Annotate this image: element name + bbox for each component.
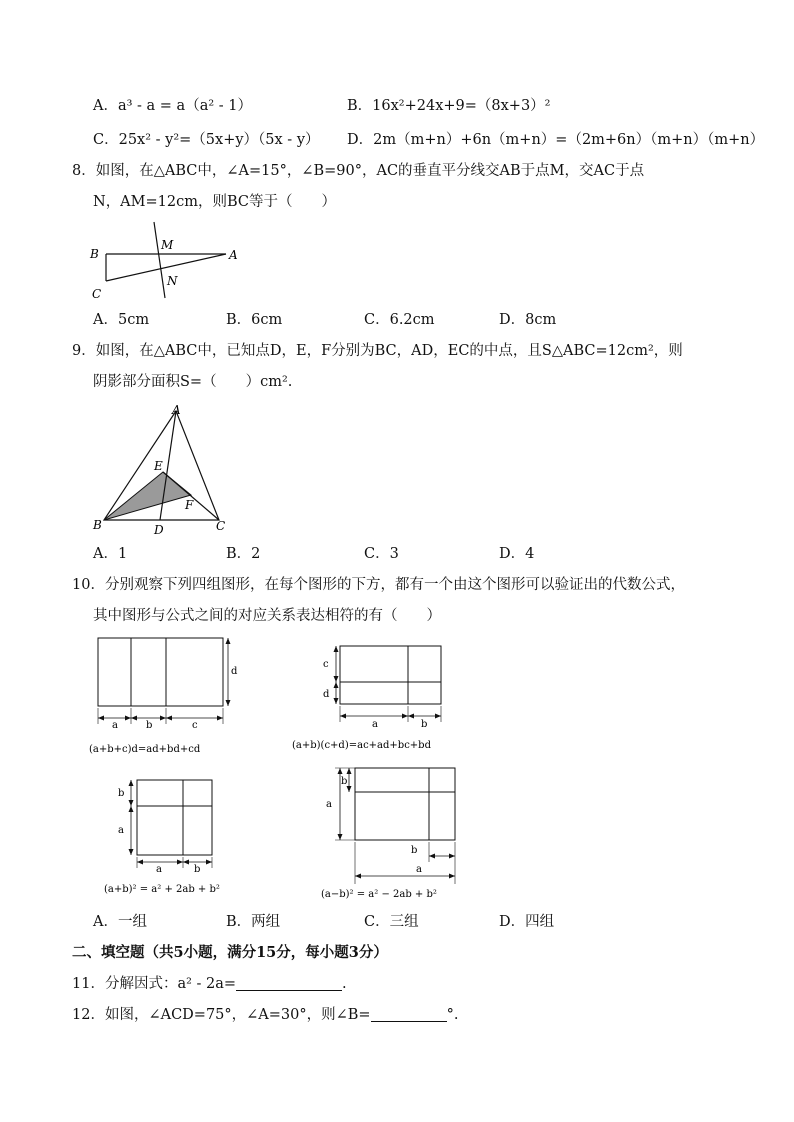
q10-figure-3	[100, 770, 250, 900]
q7-option-c: C．25x² - y²=（5x+y）（5x - y）	[93, 132, 320, 148]
q8-figure	[86, 218, 246, 308]
q10-fig2-label-c: c	[323, 659, 329, 670]
q7-option-a: A．a³ - a = a（a² - 1）	[93, 98, 253, 114]
q11-suffix: .	[342, 976, 347, 992]
q10-fig4-label-b-vert: b	[341, 776, 348, 787]
q8-option-d: D．8cm	[499, 312, 557, 328]
q10-fig3-label-a-horiz: a	[156, 864, 162, 875]
q10-fig1-label-d: d	[231, 666, 238, 677]
q10-fig1-formula: (a+b+c)d=ad+bd+cd	[89, 744, 201, 755]
q8-option-a: A．5cm	[93, 312, 150, 328]
q12	[72, 1005, 458, 1025]
q9-option-b: B．2	[226, 546, 261, 562]
q8-text-line1: 8．如图，在△ABC中，∠A=15°，∠B=90°，AC的垂直平分线交AB于点M，交AC于点	[72, 163, 645, 179]
q10-fig2-label-d: d	[323, 689, 330, 700]
q9-figure	[90, 400, 240, 540]
q10-fig2-label-a: a	[372, 719, 378, 730]
q8-label-a: A	[229, 248, 238, 262]
q9-text-line2: 阴影部分面积S=（ ）cm².	[93, 374, 293, 390]
q9-option-d: D．4	[499, 546, 535, 562]
q10-fig1-label-a: a	[112, 720, 118, 731]
q9-label-d: D	[154, 523, 164, 537]
q7-option-d: D．2m（m+n）+6n（m+n）=（2m+6n）（m+n）（m+n）	[347, 132, 765, 148]
q9-label-e: E	[154, 459, 163, 473]
section-2-heading: 二、填空题（共5小题，满分15分，每小题3分）	[72, 944, 388, 961]
q10-option-c: C．三组	[364, 914, 419, 930]
q10-option-d: D．四组	[499, 914, 555, 930]
q8-label-b: B	[90, 247, 99, 261]
q8-label-n: N	[167, 274, 178, 288]
q9-text-line1: 9．如图，在△ABC中，已知点D，E，F分别为BC，AD，EC的中点，且S△ABC=12cm²，则	[72, 343, 683, 359]
q8-text-line2: N，AM=12cm，则BC等于（ ）	[93, 194, 336, 210]
q10-fig3-label-b-horiz: b	[194, 864, 201, 875]
q10-fig2-formula: (a+b)(c+d)=ac+ad+bc+bd	[292, 740, 431, 751]
q8-option-b: B．6cm	[226, 312, 283, 328]
q9-option-c: C．3	[364, 546, 399, 562]
q10-fig4-label-b-horiz: b	[411, 845, 418, 856]
q10-fig4-label-a-horiz: a	[416, 864, 422, 875]
q8-option-c: C．6.2cm	[364, 312, 435, 328]
q8-label-c: C	[92, 287, 102, 301]
q10-figure-2	[290, 634, 470, 758]
q10-fig1-label-b: b	[146, 720, 153, 731]
q10-text-line2: 其中图形与公式之间的对应关系表达相符的有（ ）	[93, 608, 441, 624]
q12-answer-blank[interactable]	[371, 1005, 447, 1022]
q10-fig3-formula: (a+b)² = a² + 2ab + b²	[104, 884, 220, 895]
q10-figure-4	[318, 764, 468, 904]
q12-suffix: °.	[446, 1007, 459, 1023]
q10-text-line1: 10．分别观察下列四组图形，在每个图形的下方，都有一个由这个图形可以验证出的代数公式，	[72, 577, 685, 593]
q10-fig4-label-a-vert: a	[326, 799, 332, 810]
q9-label-f: F	[185, 498, 194, 512]
q8-label-m: M	[161, 238, 174, 252]
q9-option-a: A．1	[93, 546, 128, 562]
q12-text: 12．如图，∠ACD=75°，∠A=30°，则∠B=	[72, 1007, 371, 1023]
q10-option-a: A．一组	[93, 914, 147, 930]
q10-fig3-label-b-vert: b	[118, 788, 125, 799]
q10-fig3-label-a-vert: a	[118, 825, 124, 836]
q10-figure-1	[86, 634, 246, 758]
q11	[72, 974, 347, 994]
q10-fig1-label-c: c	[192, 720, 198, 731]
q11-answer-blank[interactable]	[236, 974, 342, 991]
q9-label-c: C	[216, 519, 226, 533]
q7-option-b: B．16x²+24x+9=（8x+3）²	[347, 98, 551, 114]
q9-label-b: B	[93, 518, 102, 532]
q11-text: 11．分解因式：a² - 2a=	[72, 976, 237, 992]
q9-label-a: A	[172, 403, 181, 417]
q10-option-b: B．两组	[226, 914, 281, 930]
q10-fig4-formula: (a−b)² = a² − 2ab + b²	[321, 889, 437, 900]
q10-fig2-label-b: b	[421, 719, 428, 730]
